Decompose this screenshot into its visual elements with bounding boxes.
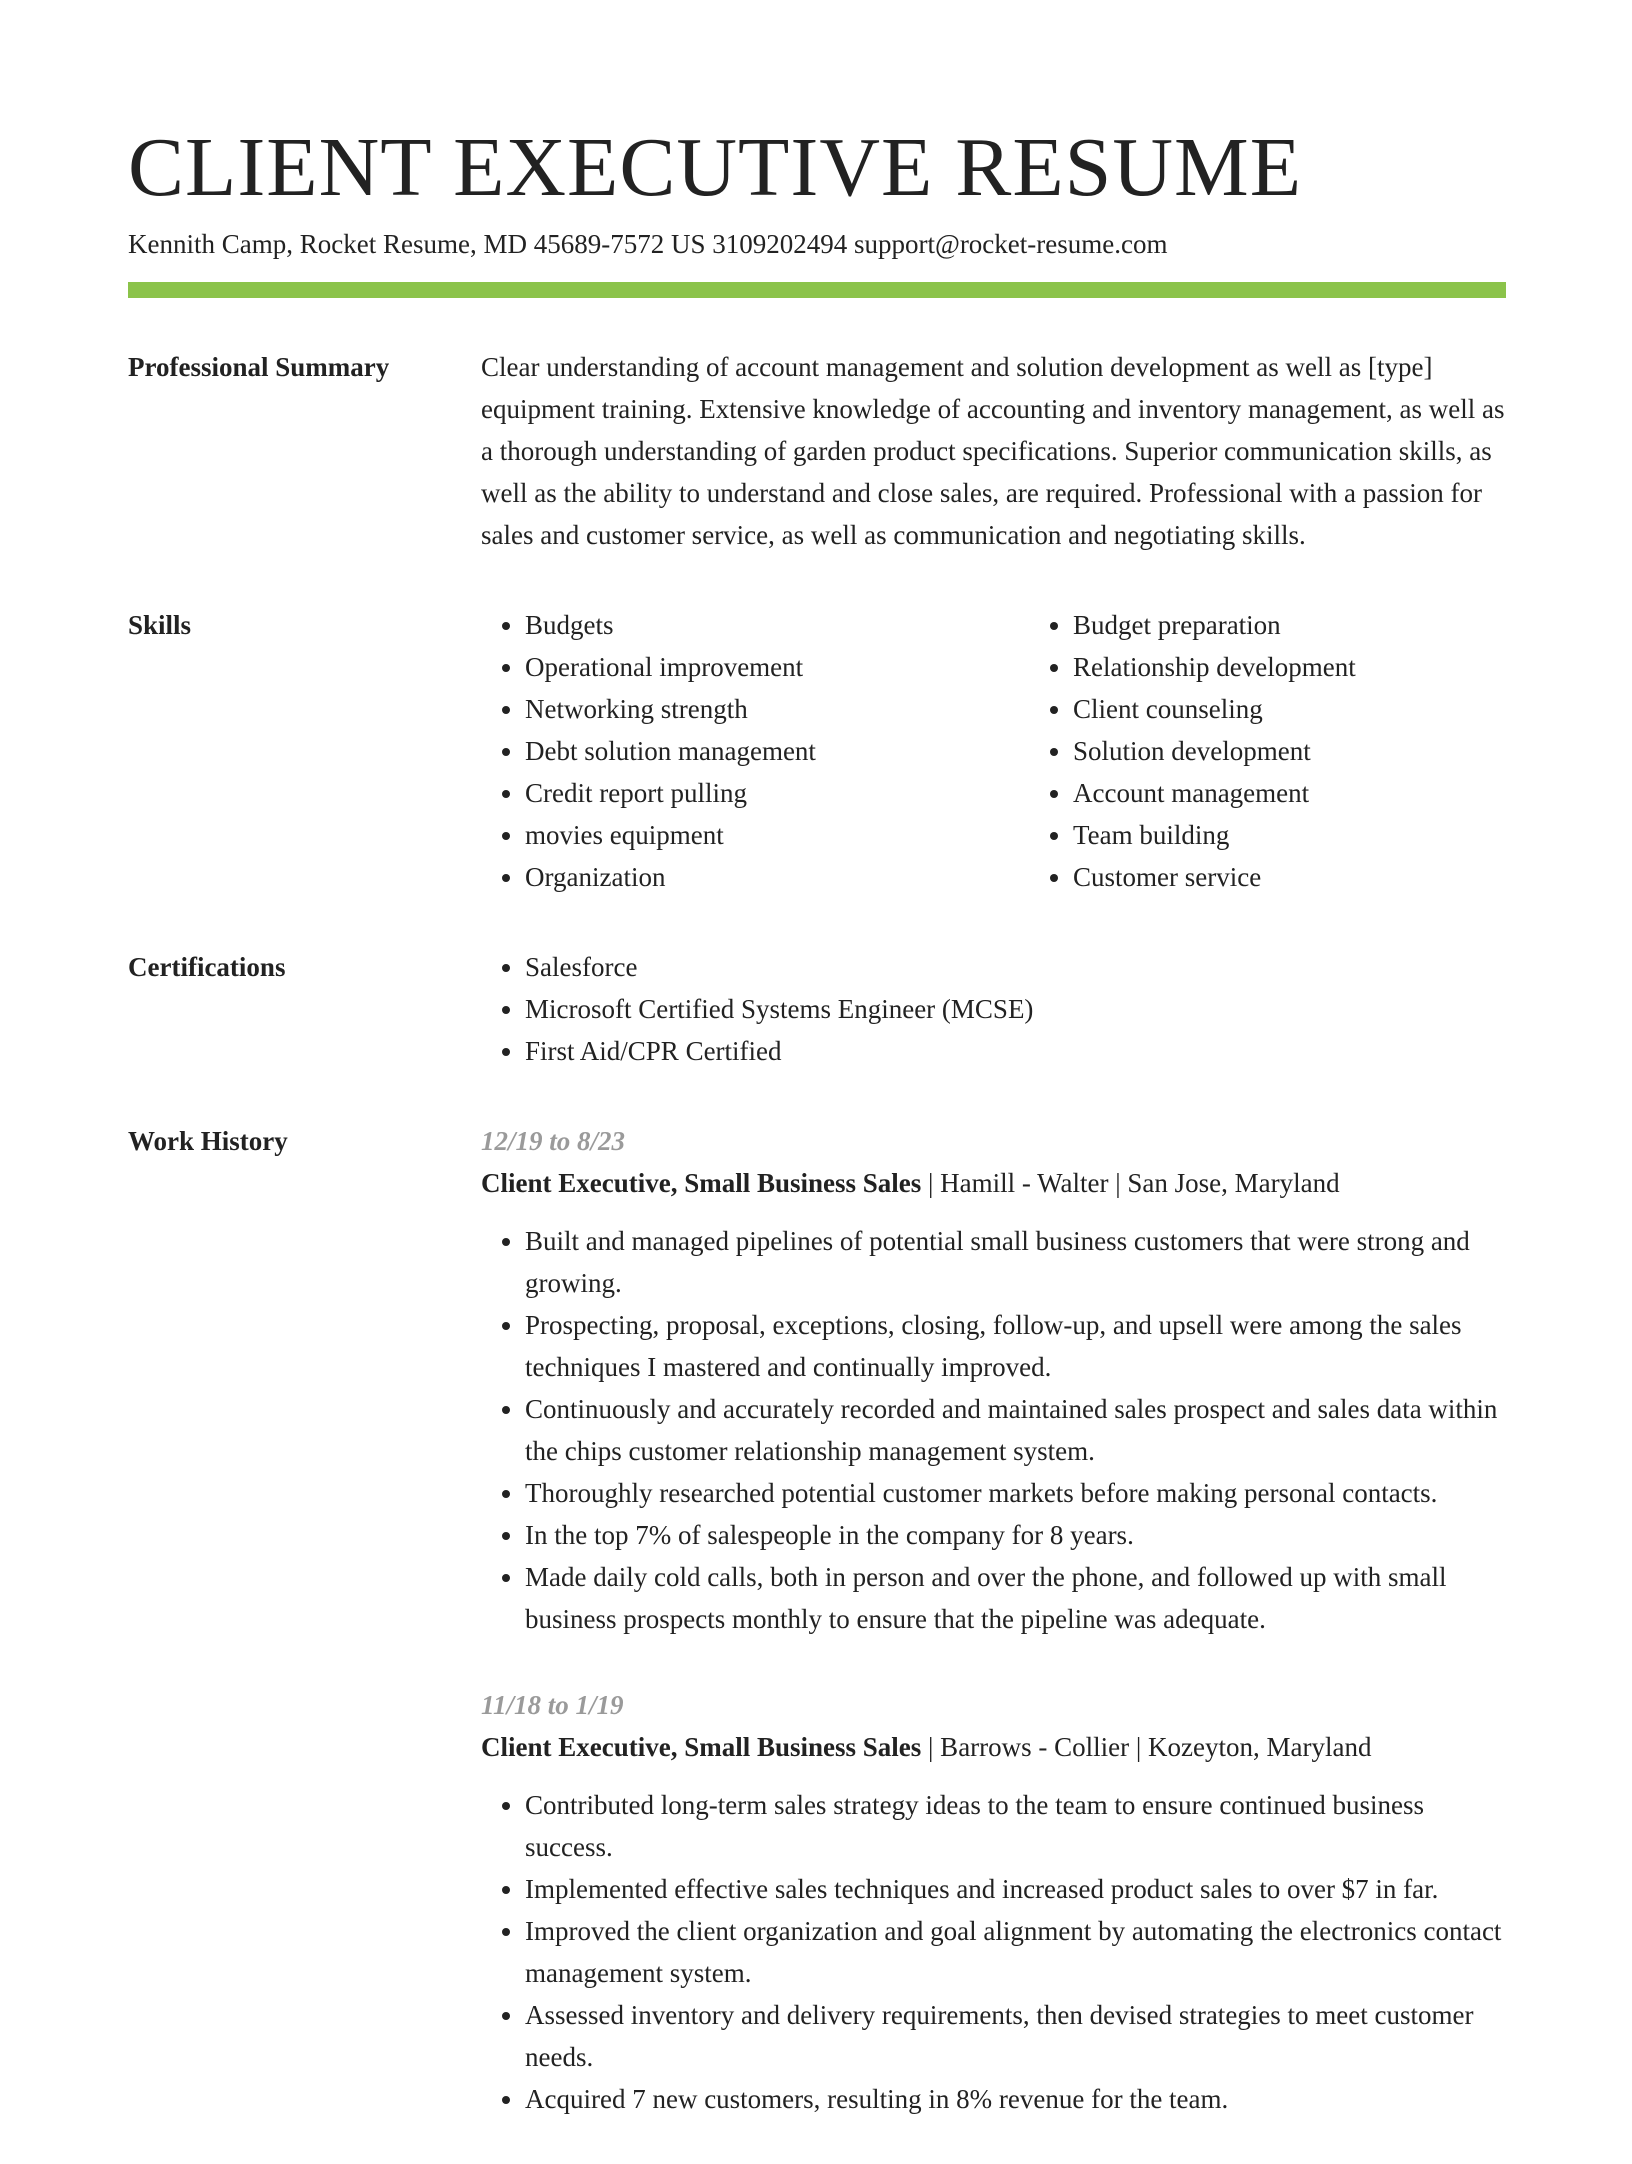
job-bullet: • Contributed long-term sales strategy ideas to the team to ensure continued business success. [525,1784,1506,1868]
section-label: Professional Summary [128,352,390,382]
job-bullet: • Built and managed pipelines of potential small business customers that were strong and growing. [525,1220,1506,1304]
resume-title: CLIENT EXECUTIVE RESUME [128,121,1303,214]
section-body [481,604,1577,898]
certifications-list [481,946,1506,1072]
section-body [481,946,1506,1072]
section-label: Skills [128,610,192,640]
job-title: Client Executive, Small Business Sales [481,1168,922,1198]
skill-item: • movies equipment [525,814,1029,856]
job-bullet: • Made daily cold calls, both in person and over the phone, and followed up with small business prospects monthly to ensure that the pipeline was adequate. [525,1556,1506,1640]
skill-item: • Budgets [525,604,1029,646]
skills-grid [481,604,1577,898]
job-title: Client Executive, Small Business Sales [481,1732,922,1762]
skills-list-right [1029,604,1577,898]
skill-item: • Operational improvement [525,646,1029,688]
job-bullet: • Improved the client organization and goal alignment by automating the electronics contact management system. [525,1910,1506,1994]
skill-item: • Budget preparation [1073,604,1577,646]
resume-page [128,118,1506,2164]
skills-list-left [481,604,1029,898]
job-bullet: • Acquired 7 new customers, resulting in 8% revenue for the team. [525,2078,1506,2120]
skill-item: • Team building [1073,814,1577,856]
skill-item: • Networking strength [525,688,1029,730]
skill-item: • Customer service [1073,856,1577,898]
certification-item: • Salesforce [525,946,1506,988]
section-body [481,1120,1506,2164]
job-entry [481,1684,1506,2120]
contact-line: Kennith Camp, Rocket Resume, MD 45689-7572 US 3109202494 support@rocket-resume.com [128,229,1168,259]
job-bullets [481,1220,1506,1640]
skill-item: • Account management [1073,772,1577,814]
skill-item: • Organization [525,856,1029,898]
certifications-section [128,946,1506,1072]
job-bullet: • Implemented effective sales techniques and increased product sales to over $7 in far. [525,1868,1506,1910]
certification-item: • First Aid/CPR Certified [525,1030,1506,1072]
job-dates: 12/19 to 8/23 [481,1126,626,1156]
section-body [481,346,1506,556]
job-bullet: • Continuously and accurately recorded and maintained sales prospect and sales data within the chips customer relationship management system. [525,1388,1506,1472]
job-bullet: • Prospecting, proposal, exceptions, closing, follow-up, and upsell were among the sales techniques I mastered and continually improved. [525,1304,1506,1388]
skill-item: • Client counseling [1073,688,1577,730]
job-dates: 11/18 to 1/19 [481,1690,624,1720]
skill-item: • Solution development [1073,730,1577,772]
job-heading [481,1726,1506,1768]
summary-text: Clear understanding of account management and solution development as well as [type] equipment training. Extensive knowledge of accounting and inventory management, as well as a thorough understanding of garden product specifications. Superior communication skills, as well as the ability to understand and close sales, are required. Professional with a passion for sales and customer service, as well as communication and negotiating skills. [481,352,1505,550]
professional-summary-section [128,346,1506,556]
job-entry [481,1120,1506,1640]
skill-item: • Debt solution management [525,730,1029,772]
job-bullet: • Assessed inventory and delivery requirements, then devised strategies to meet customer needs. [525,1994,1506,2078]
skill-item: • Credit report pulling [525,772,1029,814]
section-label: Work History [128,1126,288,1156]
job-employer-location: | Hamill - Walter | San Jose, Maryland [921,1168,1340,1198]
skills-section [128,604,1506,898]
section-label: Certifications [128,952,286,982]
skill-item: • Relationship development [1073,646,1577,688]
work-history-section [128,1120,1506,2164]
job-bullet: • Thoroughly researched potential customer markets before making personal contacts. [525,1472,1506,1514]
job-heading [481,1162,1506,1204]
job-employer-location: | Barrows - Collier | Kozeyton, Maryland [921,1732,1372,1762]
header-divider [128,282,1506,298]
job-bullet: • In the top 7% of salespeople in the company for 8 years. [525,1514,1506,1556]
certification-item: • Microsoft Certified Systems Engineer (MCSE) [525,988,1506,1030]
job-bullets [481,1784,1506,2120]
